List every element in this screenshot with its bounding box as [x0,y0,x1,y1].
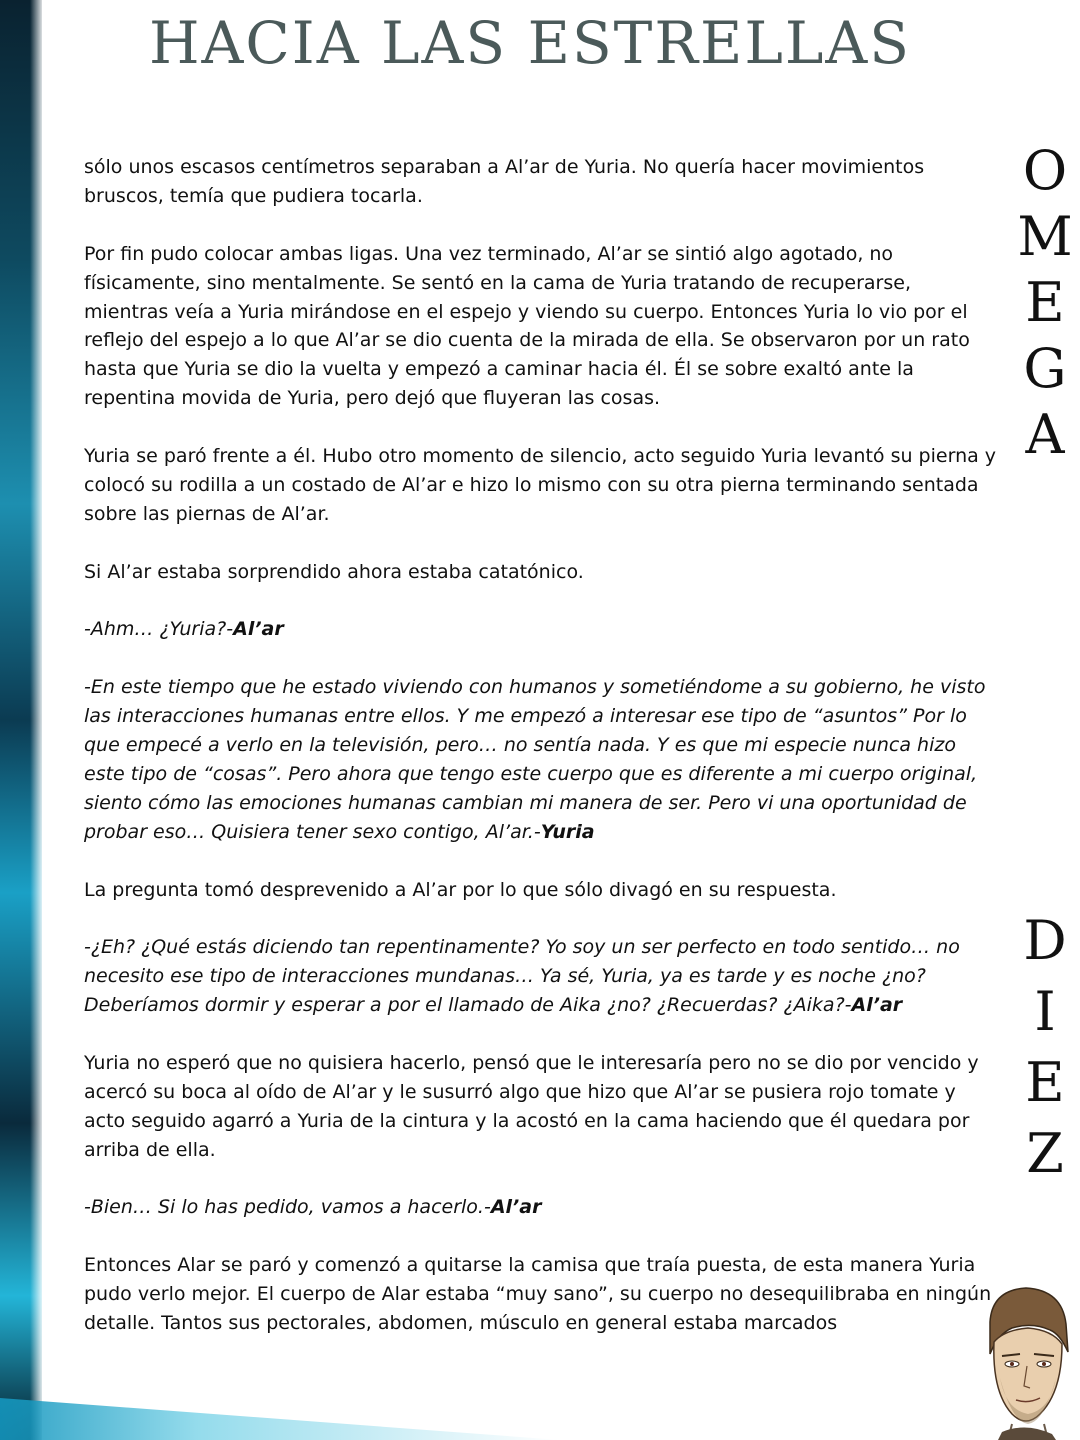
decorative-bottom-glow [0,1370,560,1440]
character-portrait [972,1282,1080,1440]
dialogue-2-speaker: Yuria [540,820,595,843]
dialogue-1 [84,615,999,644]
omega-letter: A [1025,403,1065,466]
decorative-side-band [0,0,42,1440]
omega-letter: G [1023,337,1067,400]
dialogue-4-speaker: Al’ar [490,1196,542,1219]
diez-letter: I [1034,980,1056,1043]
story-text [84,153,999,1367]
paragraph-1: sólo unos escasos centímetros separaban a Al’ar de Yuria. No quería hacer movimientos bruscos, temía que pudiera tocarla. [84,156,925,207]
diez-letter: E [1025,1051,1065,1114]
vertical-word-diez [1010,905,1080,1189]
dialogue-3-speaker: Al’ar [851,994,903,1017]
paragraph-6: Yuria no esperó que no quisiera hacerlo, pensó que le interesaría pero no se dio por vencido y acercó su boca al oído de Al’ar y le susurró algo que hizo que Al’ar se pusiera rojo tomate y acto seguido agarró a Yuria de la cintura y la acostó en la cama haciendo que él quedara por arriba de ella. [84,1051,979,1161]
dialogue-4 [84,1193,999,1222]
dialogue-1-text: -Ahm… ¿Yuria?- [84,618,234,641]
paragraph-5: La pregunta tomó desprevenido a Al’ar por lo que sólo divagó en su respuesta. [84,878,837,901]
paragraph-7: Entonces Alar se paró y comenzó a quitarse la camisa que traía puesta, de esta manera Yuria pudo verlo mejor. El cuerpo de Alar estaba “muy sano”, su cuerpo no desequilibraba en ningún detalle. Tantos sus pectorales, abdomen, músculo en general estaba marcados [84,1254,992,1335]
page-title: HACIA LAS ESTRELLAS [148,9,912,77]
vertical-word-omega [1010,138,1080,468]
diez-letter: D [1023,909,1067,972]
omega-letter: M [1017,205,1073,268]
diez-letter: Z [1026,1122,1064,1185]
omega-letter: E [1025,271,1065,334]
dialogue-3-text: -¿Eh? ¿Qué estás diciendo tan repentinamente? Yo soy un ser perfecto en todo sentido… no necesito ese tipo de interacciones mundanas… Ya sé, Yuria, ya es tarde y es noche ¿no? Deberíamos dormir y esperar a por el llamado de Aika ¿no? ¿Recuerdas? ¿Aika?- [84,936,960,1017]
dialogue-2-text: -En este tiempo que he estado viviendo con humanos y sometiéndome a su gobierno, he visto las interacciones humanas entre ellos. Y me empezó a interesar ese tipo de “asuntos” Por lo que empecé a verlo en la televisión, pero… no sentía nada. Y es que mi especie nunca hizo este tipo de “cosas”. Pero ahora que tengo este cuerpo que es diferente a mi cuerpo original, siento cómo las emociones humanas cambian mi manera de ser. Pero vi una oportunidad de probar eso… Quisiera tener sexo contigo, Al’ar.- [84,676,986,843]
dialogue-2 [84,673,999,846]
paragraph-4: Si Al’ar estaba sorprendido ahora estaba catatónico. [84,560,584,583]
dialogue-3 [84,933,999,1020]
dialogue-1-speaker: Al’ar [233,618,284,641]
omega-letter: O [1022,139,1068,202]
paragraph-3: Yuria se paró frente a él. Hubo otro momento de silencio, acto seguido Yuria levantó su pierna y colocó su rodilla a un costado de Al’ar e hizo lo mismo con su otra pierna terminando sentada sobre las piernas de Al’ar. [84,445,997,525]
paragraph-2: Por fin pudo colocar ambas ligas. Una vez terminado, Al’ar se sintió algo agotado, no físicamente, sino mentalmente. Se sentó en la cama de Yuria tratando de recuperarse, mientras veía a Yuria mirándose en el espejo y viendo su cuerpo. Entonces Yuria lo vio por el reflejo del espejo a lo que Al’ar se dio cuenta de la mirada de ella. Se observaron por un rato hasta que Yuria se dio la vuelta y empezó a caminar hacia él. Él se sobre exaltó ante la repentina movida de Yuria, pero dejó que fluyeran las cosas. [84,242,970,410]
dialogue-4-text: -Bien… Si lo has pedido, vamos a hacerlo.- [84,1196,491,1219]
